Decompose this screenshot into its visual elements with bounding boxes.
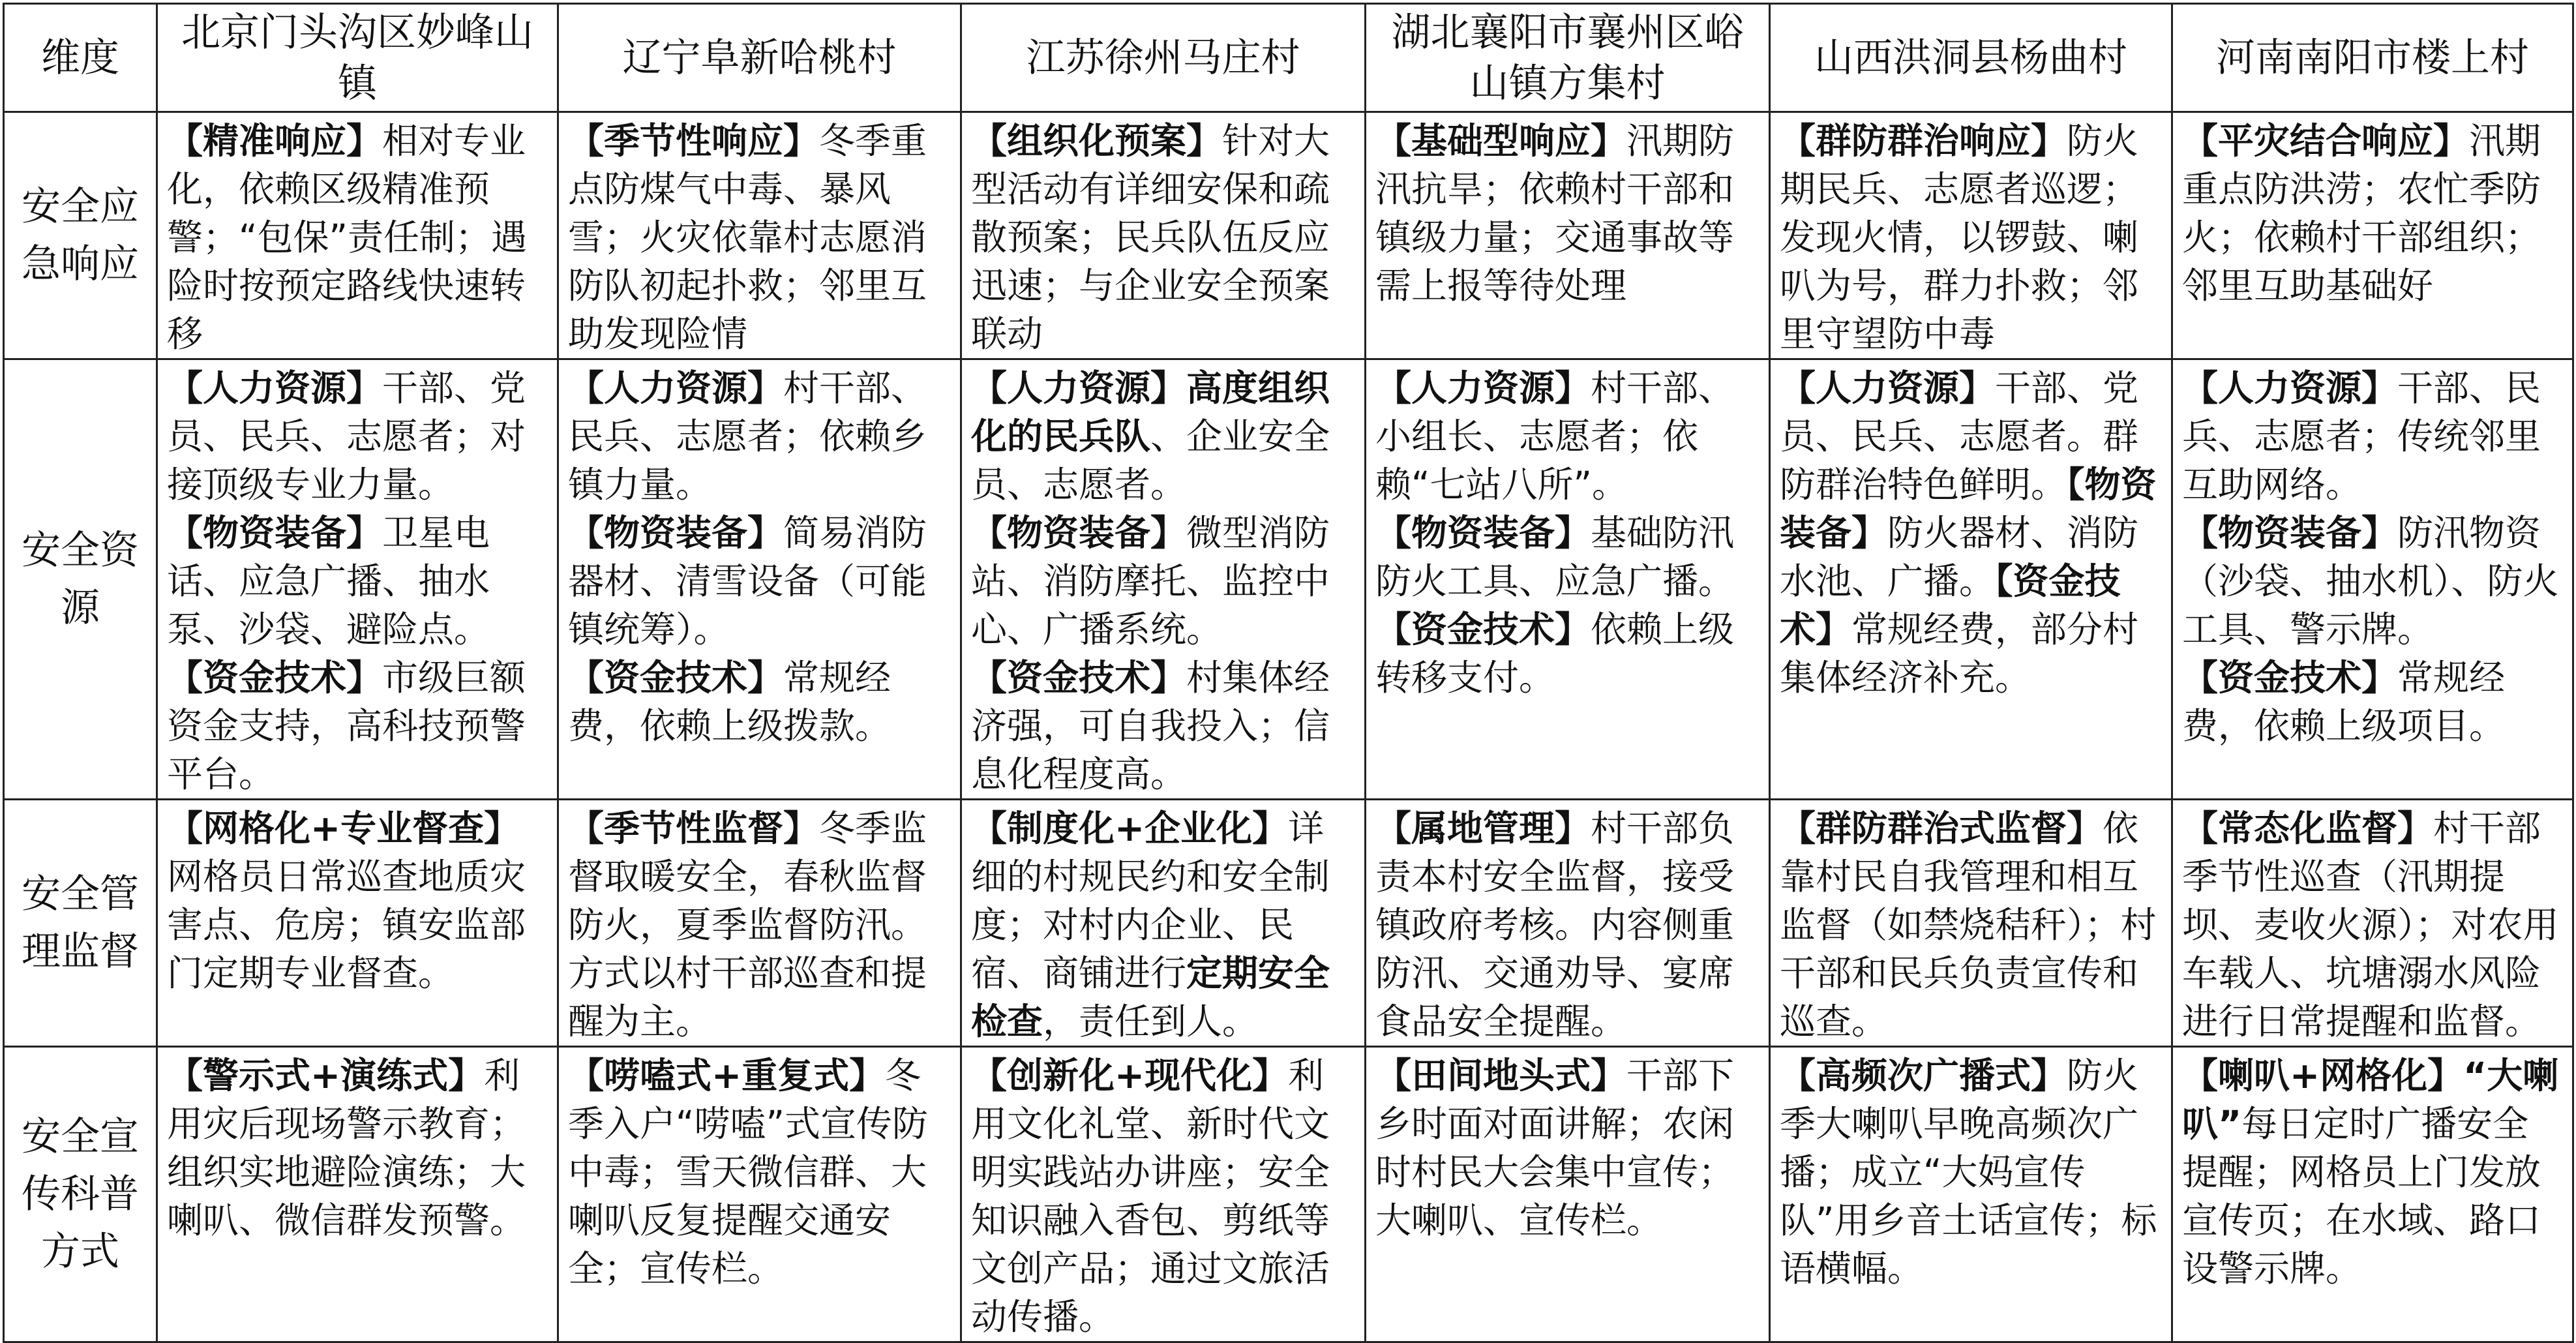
header-dimension: 维度 xyxy=(4,4,157,112)
table-cell xyxy=(157,1047,558,1342)
header-region: 北京门头沟区妙峰山镇 xyxy=(157,4,558,112)
category-tag: 【警示式+演练式】 xyxy=(167,1055,485,1096)
header-region: 山西洪洞县杨曲村 xyxy=(1770,4,2172,112)
table-cell xyxy=(1366,359,1770,800)
cell-text: 冬季入户“唠嗑”式宣传防中毒；雪天微信群、大喇叭反复提醒交通安全；宣传栏。 xyxy=(568,1055,928,1290)
cell-text: 网格员日常巡查地质灾害点、危房；镇安监部门定期专业督查。 xyxy=(167,856,526,994)
cell-text: 每日定时广播安全提醒；网格员上门发放宣传页；在水域、路口设警示牌。 xyxy=(2182,1103,2541,1290)
category-tag: 【制度化+企业化】 xyxy=(971,807,1289,849)
cell-text: 村干部、民兵、志愿者；依赖乡镇力量。 xyxy=(568,367,927,506)
dimension-label: 安全宣传科普方式 xyxy=(4,1047,157,1342)
cell-text: 市级巨额资金支持，高科技预警平台。 xyxy=(167,657,526,795)
table-cell xyxy=(961,359,1366,800)
table-cell xyxy=(1366,800,1770,1047)
cell-text: 防火季大喇叭早晚高频次广播；成立“大妈宣传队”用乡音土话宣传；标语横幅。 xyxy=(1780,1055,2157,1290)
table-cell xyxy=(1366,1047,1770,1342)
category-tag: 【物资装备】 xyxy=(2182,512,2398,554)
cell-text: 村干部季节性巡查（汛期提坝、麦收火源）；对农用车载人、坑塘溺水风险进行日常提醒和监督。 xyxy=(2182,807,2559,1042)
cell-text: 卫星电话、应急广播、抽水泵、沙袋、避险点。 xyxy=(167,512,490,650)
cell-text: ，责任到人。 xyxy=(1043,1001,1259,1042)
table-row xyxy=(4,112,2573,359)
header-row xyxy=(4,4,2573,112)
cell-text: 相对专业化，依赖区级精准预警；“包保”责任制；遇险时按预定路线快速转移 xyxy=(167,120,527,355)
table-cell xyxy=(1770,1047,2172,1342)
header-region: 江苏徐州马庄村 xyxy=(961,4,1366,112)
category-tag: 【物资装备】 xyxy=(971,512,1187,554)
cell-text: 村集体经济强，可自我投入；信息化程度高。 xyxy=(971,657,1330,795)
cell-text: 冬季监督取暖安全，春秋监督防火，夏季监督防汛。方式以村干部巡查和提醒为主。 xyxy=(568,807,927,1042)
category-tag: 【资金技术】 xyxy=(568,657,784,699)
category-tag: 【组织化预案】 xyxy=(971,120,1223,162)
table-cell xyxy=(2172,1047,2573,1342)
category-tag: 【基础型响应】 xyxy=(1375,120,1627,162)
category-tag: 【喇叭+网格化】“大喇叭” xyxy=(2182,1055,2559,1145)
table-cell xyxy=(558,1047,961,1342)
dimension-label: 安全资源 xyxy=(4,359,157,800)
table-cell xyxy=(1770,800,2172,1047)
category-tag: 【创新化+现代化】 xyxy=(971,1055,1289,1096)
category-tag: 【物资装备】 xyxy=(568,512,784,554)
category-tag: 【物资装备】 xyxy=(1375,512,1591,554)
category-tag: 【资金技术】 xyxy=(1375,609,1591,650)
cell-text: 常规经费，依赖上级项目。 xyxy=(2182,657,2506,747)
cell-text: 依靠村民自我管理和相互监督（如禁烧秸秆）；村干部和民兵负责宣传和巡查。 xyxy=(1780,807,2157,1042)
category-tag: 【群防群治式监督】 xyxy=(1780,807,2103,849)
dimension-label: 安全应急响应 xyxy=(4,112,157,359)
category-tag: 【常态化监督】 xyxy=(2182,807,2434,849)
category-tag: 【季节性监督】 xyxy=(568,807,820,849)
comparison-table xyxy=(3,3,2574,1343)
category-tag: 【资金技术】 xyxy=(167,657,383,699)
header-region: 湖北襄阳市襄州区峪山镇方集村 xyxy=(1366,4,1770,112)
category-tag: 【人力资源】 xyxy=(1780,367,1996,409)
category-tag: 【资金技术】 xyxy=(2182,657,2398,699)
cell-text: 干部、党员、民兵、志愿者。群防群治特色鲜明。 xyxy=(1780,367,2139,506)
table-cell xyxy=(2172,112,2573,359)
table-cell xyxy=(961,1047,1366,1342)
category-tag: 定期安全检查 xyxy=(971,952,1330,1042)
category-tag: 【属地管理】 xyxy=(1375,807,1591,849)
category-tag: 【物资装备】 xyxy=(167,512,383,554)
table-cell xyxy=(1770,112,2172,359)
category-tag: 【人力资源】 xyxy=(167,367,383,409)
table-cell xyxy=(157,359,558,800)
category-tag: 【唠嗑式+重复式】 xyxy=(568,1055,886,1096)
table-cell xyxy=(558,800,961,1047)
cell-text: 详细的村规民约和安全制度；对村内企业、民宿、商铺进行 xyxy=(971,807,1330,994)
cell-text: 汛期重点防洪涝；农忙季防火；依赖村干部组织；邻里互助基础好 xyxy=(2182,120,2541,307)
cell-text: 干部、民兵、志愿者；传统邻里互助网络。 xyxy=(2182,367,2541,506)
table-cell xyxy=(1366,112,1770,359)
cell-text: 村干部负责本村安全监督，接受镇政府考核。内容侧重防汛、交通劝导、宴席食品安全提醒。 xyxy=(1375,807,1735,1042)
cell-text: 汛期防汛抗旱；依赖村干部和镇级力量；交通事故等需上报等待处理 xyxy=(1375,120,1735,307)
category-tag: 【资金技术】 xyxy=(971,657,1187,699)
category-tag: 【人力资源】 xyxy=(2182,367,2398,409)
table-row xyxy=(4,1047,2573,1342)
cell-text: 干部下乡时面对面讲解；农闲时村民大会集中宣传；大喇叭、宣传栏。 xyxy=(1375,1055,1735,1241)
cell-text: 微型消防站、消防摩托、监控中心、广播系统。 xyxy=(971,512,1330,650)
cell-text: 防汛物资（沙袋、抽水机）、防火工具、警示牌。 xyxy=(2182,512,2559,650)
cell-text: 常规经费，依赖上级拨款。 xyxy=(568,657,891,747)
cell-text: 常规经费，部分村集体经济补充。 xyxy=(1780,609,2139,699)
header-region: 辽宁阜新哈桃村 xyxy=(558,4,961,112)
table-cell xyxy=(2172,800,2573,1047)
table-row xyxy=(4,359,2573,800)
table-cell xyxy=(961,800,1366,1047)
category-tag: 【人力资源】 xyxy=(1375,367,1591,409)
category-tag: 【资金技术】 xyxy=(1780,560,2121,650)
table-cell xyxy=(1770,359,2172,800)
cell-text: 依赖上级转移支付。 xyxy=(1375,609,1735,699)
cell-text: 防火期民兵、志愿者巡逻；发现火情，以锣鼓、喇叭为号，群力扑救；邻里守望防中毒 xyxy=(1780,120,2139,355)
table-cell xyxy=(558,359,961,800)
category-tag: 【高频次广播式】 xyxy=(1780,1055,2067,1096)
table-row xyxy=(4,800,2573,1047)
table-cell xyxy=(157,112,558,359)
cell-text: 简易消防器材、清雪设备（可能镇统筹）。 xyxy=(568,512,927,650)
cell-text: 基础防汛防火工具、应急广播。 xyxy=(1375,512,1735,602)
category-tag: 【人力资源】高度组织化的民兵队 xyxy=(971,367,1330,457)
category-tag: 【平灾结合响应】 xyxy=(2182,120,2470,162)
category-tag: 【物资装备】 xyxy=(1780,464,2157,554)
header-region: 河南南阳市楼上村 xyxy=(2172,4,2573,112)
category-tag: 【季节性响应】 xyxy=(568,120,820,162)
category-tag: 【网格化+专业督查】 xyxy=(167,807,520,849)
category-tag: 【群防群治响应】 xyxy=(1780,120,2067,162)
cell-text: 防火器材、消防水池、广播。 xyxy=(1780,512,2139,602)
category-tag: 【精准响应】 xyxy=(167,120,383,162)
category-tag: 【田间地头式】 xyxy=(1375,1055,1627,1096)
cell-text: 冬季重点防煤气中毒、暴风雪；火灾依靠村志愿消防队初起扑救；邻里互助发现险情 xyxy=(568,120,927,355)
table-cell xyxy=(558,112,961,359)
dimension-label: 安全管理监督 xyxy=(4,800,157,1047)
cell-text: 、企业安全员、志愿者。 xyxy=(971,415,1330,506)
table-cell xyxy=(157,800,558,1047)
cell-text: 利用文化礼堂、新时代文明实践站办讲座；安全知识融入香包、剪纸等文创产品；通过文旅活动传播。 xyxy=(971,1055,1330,1338)
table-cell xyxy=(961,112,1366,359)
category-tag: 【人力资源】 xyxy=(568,367,784,409)
cell-text: 村干部、小组长、志愿者；依赖“七站八所”。 xyxy=(1375,367,1735,506)
cell-text: 利用灾后现场警示教育；组织实地避险演练；大喇叭、微信群发预警。 xyxy=(167,1055,526,1241)
table-cell xyxy=(2172,359,2573,800)
cell-text: 针对大型活动有详细安保和疏散预案；民兵队伍反应迅速；与企业安全预案联动 xyxy=(971,120,1330,355)
cell-text: 干部、党员、民兵、志愿者；对接顶级专业力量。 xyxy=(167,367,526,506)
